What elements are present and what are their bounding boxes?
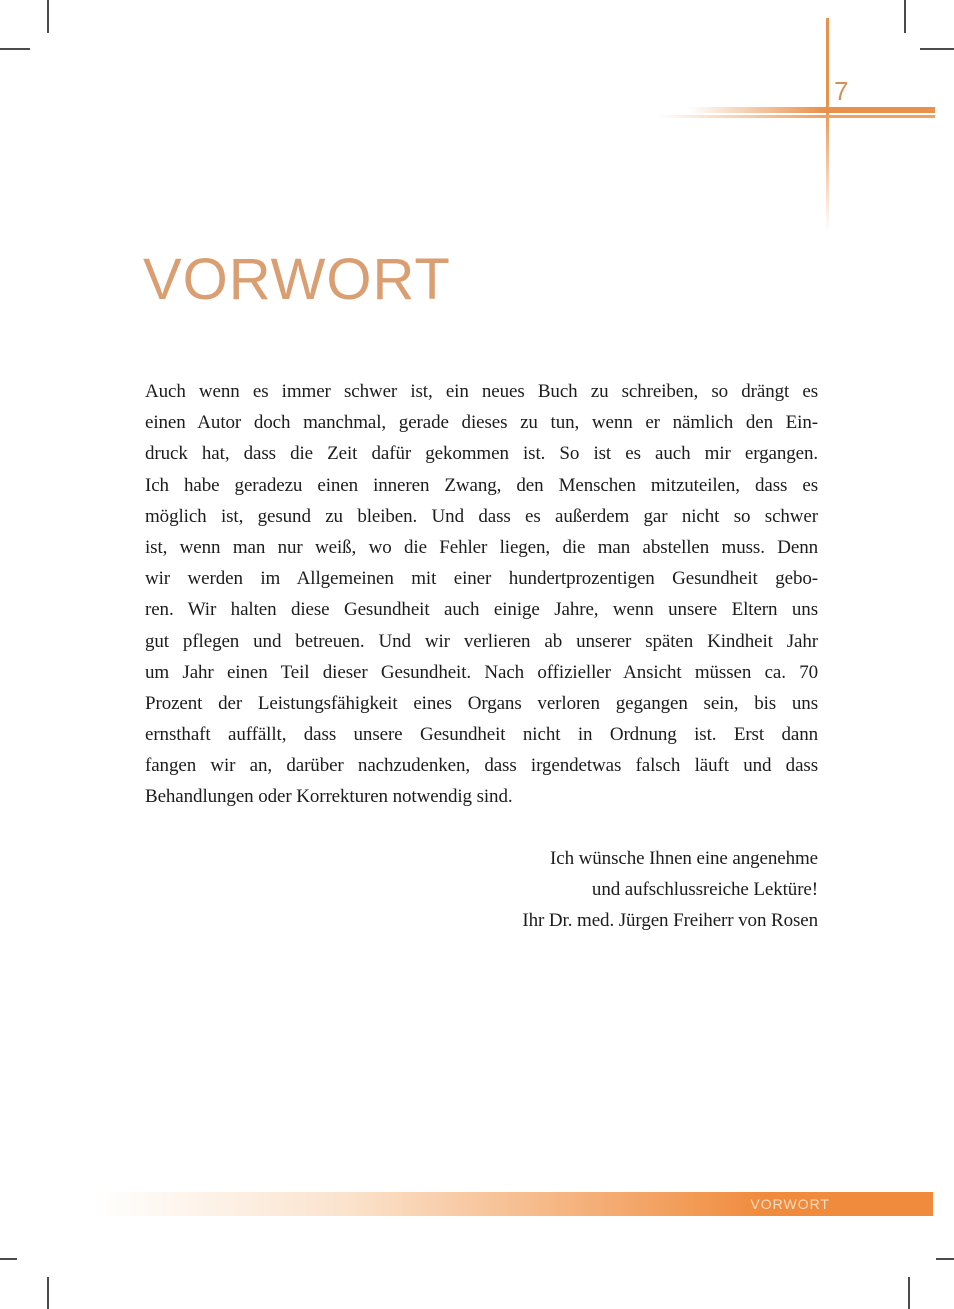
paragraph-line: fangen wir an, darüber nachzudenken, dass irgendetwas falsch läuft und dass — [145, 755, 818, 777]
preface-body — [145, 376, 818, 936]
header-horizontal-accent-rule-secondary — [656, 115, 935, 118]
paragraph-line: ren. Wir halten diese Gesundheit auch einige Jahre, wenn unsere Eltern uns — [145, 599, 818, 621]
paragraph-line: möglich ist, gesund zu bleiben. Und dass es außerdem gar nicht so schwer — [145, 505, 818, 527]
header-horizontal-accent-rule-primary — [688, 107, 935, 113]
footer-chapter-label: VORWORT — [750, 1196, 830, 1212]
footer-bar — [93, 1192, 933, 1216]
preface-paragraph — [145, 376, 818, 813]
paragraph-line: gut pflegen und betreuen. Und wir verlieren ab unserer späten Kindheit Jahr — [145, 630, 818, 652]
chapter-title: VORWORT — [143, 247, 451, 312]
closing-block — [145, 843, 818, 937]
paragraph-line: Ich habe geradezu einen inneren Zwang, den Menschen mitzuteilen, dass es — [145, 474, 818, 496]
paragraph-line: druck hat, dass die Zeit dafür gekommen ist. So ist es auch mir ergangen. — [145, 443, 818, 465]
paragraph-line: ist, wenn man nur weiß, wo die Fehler liegen, die man abstellen muss. Denn — [145, 536, 818, 558]
paragraph-line: ernsthaft auffällt, dass unsere Gesundheit nicht in Ordnung ist. Erst dann — [145, 724, 818, 746]
crop-mark-bottom-left-horizontal — [0, 1258, 17, 1260]
crop-mark-top-left-horizontal — [0, 48, 30, 50]
closing-line: Ihr Dr. med. Jürgen Freiherr von Rosen — [522, 910, 818, 931]
header-vertical-accent-rule — [826, 18, 829, 232]
closing-line: und aufschlussreiche Lektüre! — [591, 878, 818, 900]
paragraph-line: Behandlungen oder Korrekturen notwendig sind. — [145, 786, 513, 808]
paragraph-line: einen Autor doch manchmal, gerade dieses zu tun, wenn er nämlich den Ein- — [145, 412, 818, 434]
crop-mark-top-right-horizontal — [920, 48, 954, 50]
paragraph-line: wir werden im Allgemeinen mit einer hundertprozentigen Gesundheit gebo- — [145, 568, 818, 590]
crop-mark-bottom-right-vertical — [908, 1277, 910, 1309]
paragraph-line: um Jahr einen Teil dieser Gesundheit. Nach offizieller Ansicht müssen ca. 70 — [145, 661, 818, 683]
crop-mark-top-left-vertical — [47, 0, 49, 33]
closing-line: Ich wünsche Ihnen eine angenehme — [550, 847, 818, 869]
paragraph-line: Prozent der Leistungsfähigkeit eines Organs verloren gegangen sein, bis uns — [145, 692, 818, 714]
page-number: 7 — [834, 76, 849, 106]
crop-mark-bottom-right-horizontal — [936, 1258, 954, 1260]
crop-mark-bottom-left-vertical — [47, 1277, 49, 1309]
paragraph-line: Auch wenn es immer schwer ist, ein neues Buch zu schreiben, so drängt es — [145, 381, 818, 402]
crop-mark-top-right-vertical — [904, 0, 906, 33]
